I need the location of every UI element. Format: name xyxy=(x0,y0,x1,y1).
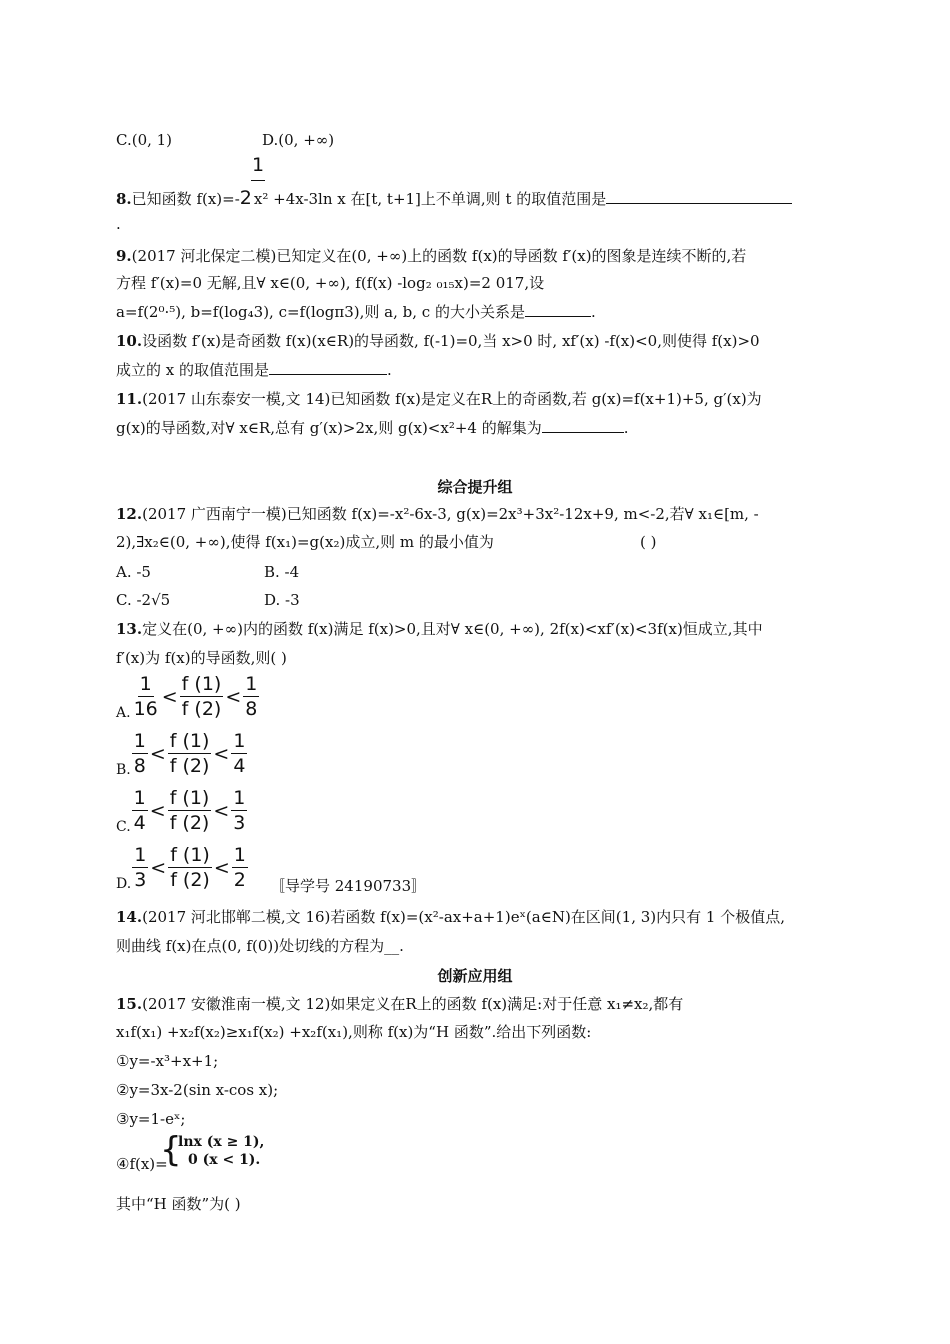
middle-fraction xyxy=(180,672,224,721)
piecewise-case-1: lnx (x ≥ 1), xyxy=(178,1134,265,1150)
less-than-sign: < xyxy=(161,685,178,708)
q15-item-4: ④f(x)= xyxy=(116,1155,168,1173)
q15-number: 15. xyxy=(116,995,143,1013)
denominator: 16 xyxy=(133,698,158,720)
option-label: B. xyxy=(116,762,131,778)
q8-number: 8. xyxy=(116,190,132,208)
left-fraction xyxy=(132,843,148,892)
q12-option-a: A. -5 xyxy=(116,563,151,581)
less-than-sign: < xyxy=(213,799,230,822)
q13-option-a xyxy=(116,672,259,721)
q8-text-b: x² +4x-3ln x 在[t, t+1]上不单调,则 t 的取值范围是 xyxy=(253,190,607,208)
numerator: f (1) xyxy=(169,730,210,752)
q12-number: 12. xyxy=(116,505,143,523)
q15-item-1: ①y=-x³+x+1; xyxy=(116,1052,219,1070)
q11-text-1: (2017 山东泰安一模,文 14)已知函数 f(x)是定义在R上的奇函数,若 g(x)=f(x+1)+5, g′(x)为 xyxy=(142,390,762,408)
q9-text-1: (2017 河北保定二模)已知定义在(0, +∞)上的函数 f(x)的导函数 f′(x)的图象是连续不断的,若 xyxy=(131,247,747,265)
q10-answer-blank[interactable] xyxy=(269,360,387,375)
denominator: f (2) xyxy=(170,869,210,891)
right-fraction xyxy=(243,672,259,721)
numerator: 1 xyxy=(134,844,147,866)
denominator: f (2) xyxy=(169,755,210,777)
numerator: 1 xyxy=(133,787,146,809)
q12-line1 xyxy=(116,504,759,524)
numerator: 1 xyxy=(233,787,246,809)
q9-number: 9. xyxy=(116,247,132,265)
q9-end: . xyxy=(590,303,596,321)
denominator: 4 xyxy=(133,812,146,834)
numerator: 1 xyxy=(133,730,146,752)
q8-fraction-bar xyxy=(251,180,265,181)
q10-number: 10. xyxy=(116,332,143,350)
q15-item-2: ②y=3x-2(sin x-cos x); xyxy=(116,1081,279,1099)
left-fraction xyxy=(132,672,160,721)
option-label: D. xyxy=(116,876,132,892)
option-label: C. xyxy=(116,819,131,835)
less-than-sign: < xyxy=(213,742,230,765)
q14-line1 xyxy=(116,907,785,927)
q7-option-d: D.(0, +∞) xyxy=(262,131,335,149)
denominator: 8 xyxy=(133,755,146,777)
q7-option-c: C.(0, 1) xyxy=(116,131,173,149)
piecewise-brace: { xyxy=(160,1130,182,1170)
q12-line2: 2),∃x₂∈(0, +∞),使得 f(x₁)=g(x₂)成立,则 m 的最小值为 xyxy=(116,533,494,551)
q15-item-3: ③y=1-eˣ; xyxy=(116,1110,186,1128)
numerator: 1 xyxy=(233,730,246,752)
q15-text-1: (2017 安徽淮南一模,文 12)如果定义在R上的函数 f(x)满足:对于任意 x₁≠x₂,都有 xyxy=(142,995,684,1013)
right-fraction xyxy=(232,843,248,892)
q14-number: 14. xyxy=(116,908,143,926)
denominator: f (2) xyxy=(181,698,222,720)
q8-answer-blank[interactable] xyxy=(606,189,792,204)
numerator: f (1) xyxy=(169,787,210,809)
q9-line3 xyxy=(116,302,596,322)
q14-text-1: (2017 河北邯郸二模,文 16)若函数 f(x)=(x²-ax+a+1)eˣ(a∈N)在区间(1, 3)内只有 1 个极值点, xyxy=(142,908,785,926)
less-than-sign: < xyxy=(149,799,166,822)
denominator: 2 xyxy=(233,869,246,891)
q10-text-2: 成立的 x 的取值范围是 xyxy=(116,361,269,379)
q12-option-d: D. -3 xyxy=(264,591,300,609)
q13-option-d xyxy=(116,843,248,892)
less-than-sign: < xyxy=(213,856,230,879)
q13-option-c xyxy=(116,786,247,835)
q9-text-3: a=f(2⁰·⁵), b=f(log₄3), c=f(logπ3),则 a, b, c 的大小关系是 xyxy=(116,303,525,321)
q13-reference-number: 〚导学号 24190733〛 xyxy=(270,877,427,895)
q8-fraction-denominator: 2 xyxy=(239,187,252,209)
q10-line2 xyxy=(116,360,392,380)
q9-line1 xyxy=(116,246,746,266)
option-label: A. xyxy=(116,705,131,721)
middle-fraction xyxy=(168,786,212,835)
q12-option-b: B. -4 xyxy=(264,563,300,581)
left-fraction xyxy=(132,729,148,778)
piecewise-case-2: 0 (x < 1). xyxy=(188,1152,261,1168)
q12-text-1: (2017 广西南宁一模)已知函数 f(x)=-x²-6x-3, g(x)=2x³+3x²-12x+9, m<-2,若∀ x₁∈[m, - xyxy=(142,505,759,523)
q13-text-1: 定义在(0, +∞)内的函数 f(x)满足 f(x)>0,且对∀ x∈(0, +∞), 2f(x)<xf′(x)<3f(x)恒成立,其中 xyxy=(142,620,763,638)
q12-option-c: C. -2√5 xyxy=(116,591,171,609)
q11-line1 xyxy=(116,389,762,409)
denominator: f (2) xyxy=(169,812,210,834)
q8-end: . xyxy=(116,215,121,233)
q15-question: 其中“H 函数”为( ) xyxy=(116,1195,241,1213)
q12-answer-paren: ( ) xyxy=(640,533,657,551)
q8-fraction-numerator: 1 xyxy=(251,154,265,176)
q13-line1 xyxy=(116,619,763,639)
q13-number: 13. xyxy=(116,620,143,638)
right-fraction xyxy=(231,729,247,778)
numerator: 1 xyxy=(245,673,258,695)
section-heading-comprehensive: 综合提升组 xyxy=(437,478,513,496)
less-than-sign: < xyxy=(150,856,167,879)
q11-number: 11. xyxy=(116,390,143,408)
q15-line2: x₁f(x₁) +x₂f(x₂)≥x₁f(x₂) +x₂f(x₁),则称 f(x)为“H 函数”.给出下列函数: xyxy=(116,1023,592,1041)
q9-answer-blank[interactable] xyxy=(525,302,591,317)
numerator: 1 xyxy=(233,844,246,866)
section-heading-innovation: 创新应用组 xyxy=(437,967,513,985)
less-than-sign: < xyxy=(149,742,166,765)
numerator: 1 xyxy=(139,673,152,695)
q11-answer-blank[interactable] xyxy=(542,418,624,433)
q10-end: . xyxy=(387,361,392,379)
denominator: 3 xyxy=(233,812,246,834)
q11-line2 xyxy=(116,418,629,438)
middle-fraction xyxy=(168,729,212,778)
left-fraction xyxy=(132,786,148,835)
q11-end: . xyxy=(623,419,629,437)
numerator: f (1) xyxy=(181,673,222,695)
q9-line2: 方程 f′(x)=0 无解,且∀ x∈(0, +∞), f(f(x) -log₂ ₀₁₅x)=2 017,设 xyxy=(116,274,545,292)
q13-line2: f′(x)为 f(x)的导函数,则( ) xyxy=(116,649,287,667)
q14-line2: 则曲线 f(x)在点(0, f(0))处切线的方程为__. xyxy=(116,937,404,955)
q15-line1 xyxy=(116,994,683,1014)
less-than-sign: < xyxy=(225,685,242,708)
middle-fraction xyxy=(168,843,212,892)
denominator: 8 xyxy=(245,698,258,720)
numerator: f (1) xyxy=(170,844,210,866)
right-fraction xyxy=(231,786,247,835)
denominator: 3 xyxy=(134,869,147,891)
q11-text-2: g(x)的导函数,对∀ x∈R,总有 g′(x)>2x,则 g(x)<x²+4 的解集为 xyxy=(116,419,542,437)
q8-line xyxy=(116,188,792,209)
q10-text-1: 设函数 f′(x)是奇函数 f(x)(x∈R)的导函数, f(-1)=0,当 x>0 时, xf′(x) -f(x)<0,则使得 f(x)>0 xyxy=(142,332,760,350)
q8-text-a: 已知函数 f(x)=- xyxy=(131,190,240,208)
denominator: 4 xyxy=(233,755,246,777)
q13-option-b xyxy=(116,729,247,778)
q10-line1 xyxy=(116,331,760,351)
